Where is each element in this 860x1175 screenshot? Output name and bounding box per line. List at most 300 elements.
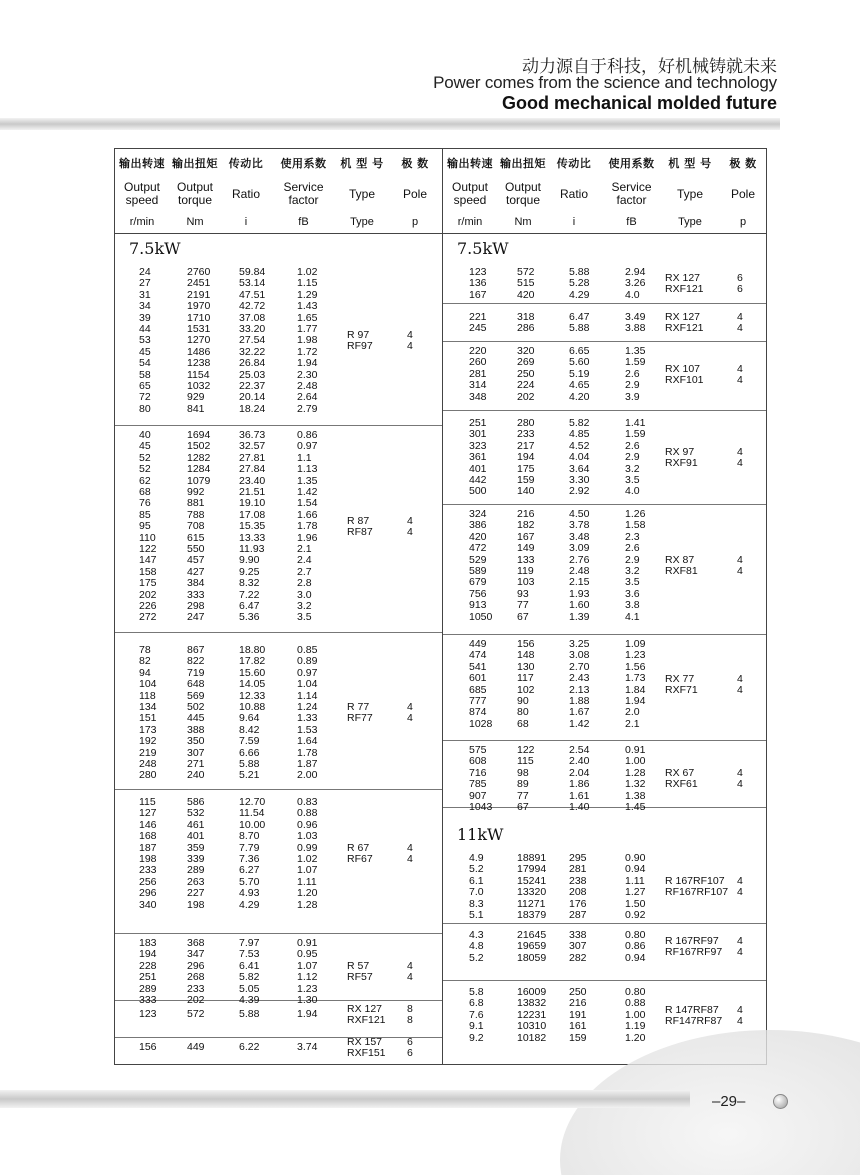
service-factor-cell: 1.07 [297, 864, 318, 877]
header-cn-label: 输出转速 [119, 157, 165, 170]
output-speed-cell: 251 [139, 971, 157, 984]
ratio-cell: 5.21 [239, 769, 260, 782]
pole-value: 4 [737, 778, 743, 791]
output-speed-cell: 158 [139, 565, 157, 578]
output-speed-cell: 118 [139, 689, 156, 702]
output-torque-cell: 21645 [517, 929, 547, 941]
model-type-secondary: RF147RF87 [665, 1014, 723, 1027]
header-cn-label: 使用系数 [280, 157, 327, 170]
output-torque-cell: 1079 [187, 474, 211, 487]
ratio-cell: 5.88 [569, 266, 590, 278]
sphere-bullet-icon [773, 1094, 788, 1109]
power-rating-label: 7.5kW [457, 239, 509, 258]
output-speed-cell: 58 [139, 368, 151, 381]
model-type-primary: RX 127 [665, 311, 701, 324]
model-type-primary: R 77 [347, 701, 370, 714]
header-unit-label: i [244, 216, 248, 228]
service-factor-cell: 1.84 [625, 683, 646, 696]
model-type-primary: R 57 [347, 960, 370, 973]
output-torque-cell: 263 [187, 875, 205, 888]
output-torque-cell: 1502 [187, 440, 211, 453]
output-torque-cell: 122 [517, 744, 535, 756]
ratio-cell: 7.59 [239, 735, 260, 748]
service-factor-cell: 2.7 [297, 565, 312, 578]
header-en-label: Pole [730, 186, 756, 201]
header-cn-label: 传动比 [228, 157, 264, 170]
output-torque-cell: 1970 [187, 300, 211, 313]
model-type-secondary: RF77 [347, 712, 373, 725]
service-factor-cell: 1.45 [625, 801, 646, 813]
model-type-secondary: RXF81 [665, 565, 698, 577]
output-torque-cell: 350 [187, 735, 205, 748]
ratio-cell: 7.79 [239, 841, 260, 854]
ratio-cell: 7.97 [239, 937, 260, 949]
header-english-slogan: Power comes from the science and technology [433, 73, 777, 92]
service-factor-cell: 1.94 [297, 1008, 318, 1020]
model-type-secondary: RF167RF97 [665, 946, 723, 959]
ratio-cell: 161 [569, 1020, 587, 1033]
pole-cell [407, 330, 413, 352]
service-factor-cell: 1.12 [297, 971, 318, 984]
table-row [115, 612, 355, 623]
output-torque-cell: 347 [187, 948, 205, 961]
output-torque-cell: 148 [517, 649, 535, 662]
service-factor-cell: 2.4 [297, 554, 312, 567]
spec-block [115, 632, 442, 790]
pole-cell [407, 961, 413, 983]
service-factor-cell: 1.28 [297, 898, 318, 911]
ratio-cell: 2.15 [569, 576, 590, 589]
output-torque-cell: 368 [187, 937, 205, 949]
table-row [115, 430, 355, 441]
table-row [115, 358, 355, 369]
model-type-cell [347, 330, 373, 352]
table-row [115, 736, 355, 747]
output-speed-cell: 4.9 [469, 852, 484, 864]
table-row [443, 779, 683, 790]
output-speed-cell: 52 [139, 451, 151, 464]
output-speed-cell: 24 [139, 266, 151, 278]
header-cn-label: 使用系数 [608, 157, 655, 170]
output-torque-cell: 67 [517, 801, 529, 813]
output-torque-cell: 461 [187, 818, 205, 831]
output-torque-cell: 929 [187, 391, 205, 404]
model-type-primary: R 67 [347, 842, 370, 854]
model-type-cell [347, 961, 373, 983]
output-speed-cell: 679 [469, 576, 487, 589]
ratio-cell: 37.08 [239, 311, 266, 324]
ratio-cell: 1.39 [569, 610, 590, 623]
model-type-cell [347, 1004, 386, 1026]
output-torque-cell: 307 [187, 746, 205, 759]
service-factor-cell: 3.49 [625, 311, 646, 323]
pole-value: 4 [737, 946, 743, 959]
service-factor-cell: 4.0 [625, 288, 640, 301]
pole-value: 4 [737, 1014, 743, 1027]
service-factor-cell: 2.0 [625, 706, 640, 719]
header-cn-label: 输出转速 [447, 157, 493, 170]
pole-cell [737, 273, 743, 295]
service-factor-cell: 1.00 [625, 1008, 646, 1021]
model-type-primary: RX 127 [665, 272, 701, 285]
service-factor-cell: 1.64 [297, 735, 318, 748]
service-factor-cell: 1.59 [625, 356, 646, 369]
output-torque-cell: 586 [187, 796, 205, 808]
ratio-cell: 25.03 [239, 368, 266, 381]
service-factor-cell: 1.04 [297, 678, 318, 691]
pole-cell [737, 876, 743, 898]
table-row [115, 578, 355, 589]
service-factor-cell: 2.6 [625, 367, 640, 380]
table-row [115, 441, 355, 452]
output-torque-cell: 80 [517, 706, 529, 719]
output-speed-cell: 134 [139, 701, 157, 713]
service-factor-cell: 1.1 [297, 451, 312, 464]
service-factor-cell: 2.8 [297, 577, 312, 590]
service-factor-cell: 1.59 [625, 428, 646, 441]
pole-value: 6 [737, 272, 743, 285]
output-speed-cell: 245 [469, 322, 487, 335]
output-speed-cell: 219 [139, 746, 157, 759]
output-torque-cell: 93 [517, 587, 529, 600]
service-factor-cell: 3.8 [625, 599, 640, 612]
ratio-cell: 36.73 [239, 429, 266, 441]
output-speed-cell: 256 [139, 875, 157, 888]
table-row [115, 324, 355, 335]
header-bold-slogan: Good mechanical molded future [501, 93, 777, 113]
output-speed-cell: 248 [139, 758, 157, 770]
service-factor-cell: 3.88 [625, 322, 646, 335]
spec-block [443, 504, 766, 635]
output-speed-cell: 202 [139, 588, 157, 601]
output-torque-cell: 16009 [517, 986, 547, 998]
pole-value: 4 [737, 362, 743, 375]
output-torque-cell: 572 [187, 1008, 205, 1020]
output-torque-cell: 224 [517, 379, 535, 392]
output-torque-cell: 217 [517, 439, 535, 452]
model-type-secondary: RF97 [347, 340, 373, 353]
ratio-cell: 26.84 [239, 357, 266, 370]
output-torque-cell: 515 [517, 277, 535, 290]
output-speed-cell: 589 [469, 565, 487, 577]
model-type-cell [347, 702, 373, 724]
output-torque-cell: 881 [187, 497, 205, 510]
service-factor-cell: 1.19 [625, 1020, 646, 1033]
ratio-cell: 6.66 [239, 746, 260, 759]
output-torque-cell: 10310 [517, 1020, 547, 1033]
ratio-cell: 3.78 [569, 519, 590, 532]
output-torque-cell: 233 [517, 428, 535, 441]
model-type-primary: R 87 [347, 514, 370, 527]
table-row [443, 323, 683, 334]
service-factor-cell: 1.73 [625, 672, 646, 685]
service-factor-cell: 3.5 [297, 611, 312, 624]
ratio-cell: 4.04 [569, 451, 590, 464]
service-factor-cell: 1.07 [297, 959, 318, 972]
service-factor-cell: 0.91 [625, 744, 646, 756]
service-factor-cell: 1.58 [625, 519, 646, 532]
pole-value: 4 [407, 712, 413, 725]
output-speed-cell: 44 [139, 323, 151, 335]
service-factor-cell: 0.86 [625, 940, 646, 953]
output-speed-cell: 324 [469, 508, 487, 520]
output-speed-cell: 608 [469, 755, 487, 768]
ratio-cell: 7.36 [239, 853, 260, 865]
table-row [443, 910, 683, 921]
output-speed-cell: 123 [469, 266, 487, 278]
service-factor-cell: 1.02 [297, 266, 318, 278]
ratio-cell: 5.88 [569, 322, 590, 335]
ratio-cell: 2.04 [569, 766, 590, 779]
ratio-cell: 3.09 [569, 542, 590, 555]
model-type-secondary: RXF61 [665, 778, 698, 791]
header-en-label: Output speed [451, 180, 489, 207]
ratio-cell: 5.36 [239, 611, 260, 624]
spec-block [115, 789, 442, 934]
header-unit-label: Nm [186, 216, 204, 228]
output-speed-cell: 9.2 [469, 1031, 484, 1044]
service-factor-cell: 2.6 [625, 542, 640, 555]
output-torque-cell: 280 [517, 417, 535, 429]
table-row [115, 381, 355, 392]
output-speed-cell: 6.1 [469, 874, 484, 887]
service-factor-cell: 2.1 [297, 543, 312, 555]
ratio-cell: 6.22 [239, 1041, 260, 1053]
pole-value: 4 [407, 340, 413, 353]
output-torque-cell: 268 [187, 971, 205, 984]
output-speed-cell: 115 [139, 796, 156, 808]
model-type-cell [347, 1037, 386, 1059]
output-torque-cell: 2451 [187, 277, 211, 290]
service-factor-cell: 1.72 [297, 345, 318, 358]
output-speed-cell: 104 [139, 678, 157, 691]
output-torque-cell: 427 [187, 565, 205, 578]
ratio-cell: 1.88 [569, 695, 590, 707]
service-factor-cell: 0.92 [625, 909, 646, 921]
pole-value: 4 [737, 311, 743, 324]
pole-cell [407, 1037, 413, 1059]
output-speed-cell: 281 [469, 367, 487, 380]
service-factor-cell: 0.89 [297, 655, 318, 668]
service-factor-cell: 1.94 [297, 357, 318, 370]
service-factor-cell: 0.95 [297, 948, 318, 961]
service-factor-cell: 2.9 [625, 553, 640, 566]
output-speed-cell: 151 [139, 712, 157, 725]
service-factor-cell: 1.09 [625, 638, 646, 650]
header-unit-label: p [411, 216, 419, 228]
service-factor-cell: 1.03 [297, 830, 318, 843]
service-factor-cell: 0.94 [625, 863, 646, 876]
output-speed-cell: 220 [469, 345, 487, 357]
table-row [443, 887, 683, 898]
table-row [115, 888, 355, 899]
output-speed-cell: 5.1 [469, 909, 484, 921]
service-factor-cell: 0.88 [297, 807, 318, 820]
output-speed-cell: 80 [139, 402, 151, 415]
output-torque-cell: 401 [187, 830, 205, 843]
output-torque-cell: 18059 [517, 951, 547, 964]
table-row [115, 347, 355, 358]
service-factor-cell: 1.28 [625, 766, 646, 779]
output-torque-cell: 867 [187, 644, 205, 656]
output-speed-cell: 500 [469, 485, 487, 498]
output-speed-cell: 85 [139, 508, 151, 521]
output-speed-cell: 1043 [469, 801, 493, 813]
output-speed-cell: 401 [469, 462, 487, 475]
output-torque-cell: 719 [187, 666, 205, 679]
model-type-cell [665, 273, 704, 295]
service-factor-cell: 2.6 [625, 439, 640, 452]
output-torque-cell: 1270 [187, 334, 211, 347]
table-row [443, 392, 683, 403]
ratio-cell: 53.14 [239, 277, 266, 290]
output-torque-cell: 269 [517, 356, 535, 369]
output-speed-cell: 146 [139, 818, 157, 831]
service-factor-cell: 1.77 [297, 323, 318, 335]
table-row [115, 656, 355, 667]
header-col-left-4 [336, 154, 388, 232]
output-speed-cell: 62 [139, 474, 151, 487]
service-factor-cell: 0.88 [625, 997, 646, 1010]
ratio-cell: 4.29 [239, 898, 260, 911]
service-factor-cell: 1.33 [297, 712, 318, 725]
output-torque-cell: 1284 [187, 463, 211, 476]
output-torque-cell: 198 [187, 898, 205, 911]
output-torque-cell: 1282 [187, 451, 211, 464]
ratio-cell: 2.54 [569, 744, 590, 756]
header-col-right-2 [549, 154, 599, 232]
header-en-label: Pole [402, 186, 428, 201]
ratio-cell: 3.25 [569, 638, 590, 650]
model-type-cell [665, 555, 698, 577]
spec-block [443, 303, 766, 342]
output-speed-cell: 716 [469, 766, 487, 779]
header-col-left-0 [115, 154, 169, 232]
service-factor-cell: 2.1 [625, 717, 640, 730]
service-factor-cell: 1.02 [297, 853, 318, 865]
model-type-secondary: RF167RF107 [665, 886, 729, 899]
service-factor-cell: 1.24 [297, 701, 318, 713]
output-torque-cell: 822 [187, 655, 205, 668]
service-factor-cell: 1.15 [297, 277, 318, 290]
ratio-cell: 4.39 [239, 994, 260, 1006]
service-factor-cell: 1.66 [297, 508, 318, 521]
output-torque-cell: 333 [187, 588, 205, 601]
model-type-primary: RX 157 [347, 1035, 383, 1048]
output-torque-cell: 202 [187, 994, 205, 1006]
header-unit-label: r/min [457, 216, 483, 228]
output-torque-cell: 175 [517, 462, 535, 475]
ratio-cell: 8.42 [239, 723, 260, 736]
service-factor-cell: 3.6 [625, 587, 640, 600]
header-cn-label: 传动比 [556, 157, 592, 170]
output-torque-cell: 2191 [187, 288, 211, 301]
table-row [115, 476, 355, 487]
header-chinese-slogan: 动力源自于科技，好机械铸就未来 [522, 57, 777, 77]
pole-value: 4 [407, 329, 413, 342]
ratio-cell: 2.76 [569, 553, 590, 566]
header-col-right-3 [599, 154, 664, 232]
model-type-cell [347, 516, 373, 538]
ratio-cell: 9.64 [239, 712, 260, 725]
output-torque-cell: 77 [517, 599, 529, 612]
output-torque-cell: 384 [187, 577, 205, 590]
ratio-cell: 5.88 [239, 758, 260, 770]
table-row [115, 267, 355, 278]
output-torque-cell: 250 [517, 367, 535, 380]
output-torque-cell: 992 [187, 486, 205, 498]
output-speed-cell: 756 [469, 587, 487, 600]
output-torque-cell: 320 [517, 345, 535, 357]
output-torque-cell: 11271 [517, 897, 546, 910]
table-row [443, 719, 683, 730]
ratio-cell: 176 [569, 897, 587, 910]
spec-block [443, 807, 766, 924]
spec-block [115, 1037, 442, 1064]
service-factor-cell: 3.0 [297, 588, 312, 601]
output-speed-cell: 449 [469, 638, 487, 650]
service-factor-cell: 1.30 [297, 994, 318, 1006]
pole-cell [737, 447, 743, 469]
ratio-cell: 5.05 [239, 982, 260, 995]
pole-value: 4 [737, 373, 743, 386]
output-speed-cell: 95 [139, 520, 151, 533]
pole-cell [407, 843, 413, 865]
header-cn-label: 机 型 号 [668, 157, 712, 170]
table-row [443, 1021, 683, 1032]
header-en-label: Output torque [504, 180, 542, 207]
ratio-cell: 11.93 [239, 543, 265, 555]
table-row [115, 770, 355, 781]
header-col-left-3 [271, 154, 336, 232]
table-row [443, 290, 683, 301]
service-factor-cell: 0.85 [297, 644, 318, 656]
output-speed-cell: 323 [469, 439, 487, 452]
output-speed-cell: 541 [469, 660, 487, 673]
table-row [443, 543, 683, 554]
ratio-cell: 307 [569, 940, 587, 953]
output-torque-cell: 13320 [517, 886, 547, 899]
ratio-cell: 42.72 [239, 300, 266, 313]
table-row [443, 953, 683, 964]
output-speed-cell: 1028 [469, 717, 493, 730]
header-en-label: Ratio [231, 186, 260, 201]
output-speed-cell: 78 [139, 644, 151, 656]
ratio-cell: 59.84 [239, 266, 266, 278]
output-torque-cell: 1694 [187, 429, 211, 441]
table-row [115, 464, 355, 475]
output-speed-cell: 4.8 [469, 940, 484, 953]
model-type-cell [665, 876, 728, 898]
pole-value: 6 [737, 283, 743, 296]
output-speed-cell: 260 [469, 356, 487, 369]
ratio-cell: 281 [569, 863, 587, 876]
table-row [115, 487, 355, 498]
output-speed-cell: 913 [469, 599, 487, 612]
service-factor-cell: 0.94 [625, 951, 646, 964]
spec-block [115, 425, 442, 633]
service-factor-cell: 2.30 [297, 368, 318, 381]
ratio-cell: 1.60 [569, 599, 590, 612]
output-speed-cell: 472 [469, 542, 487, 555]
spec-block [115, 933, 442, 1006]
service-factor-cell: 1.23 [297, 982, 318, 995]
ratio-cell: 191 [569, 1008, 587, 1021]
model-type-secondary: RXF71 [665, 683, 698, 696]
spec-block [115, 1000, 442, 1038]
output-speed-cell: 5.2 [469, 863, 484, 876]
output-torque-cell: 130 [517, 660, 535, 673]
